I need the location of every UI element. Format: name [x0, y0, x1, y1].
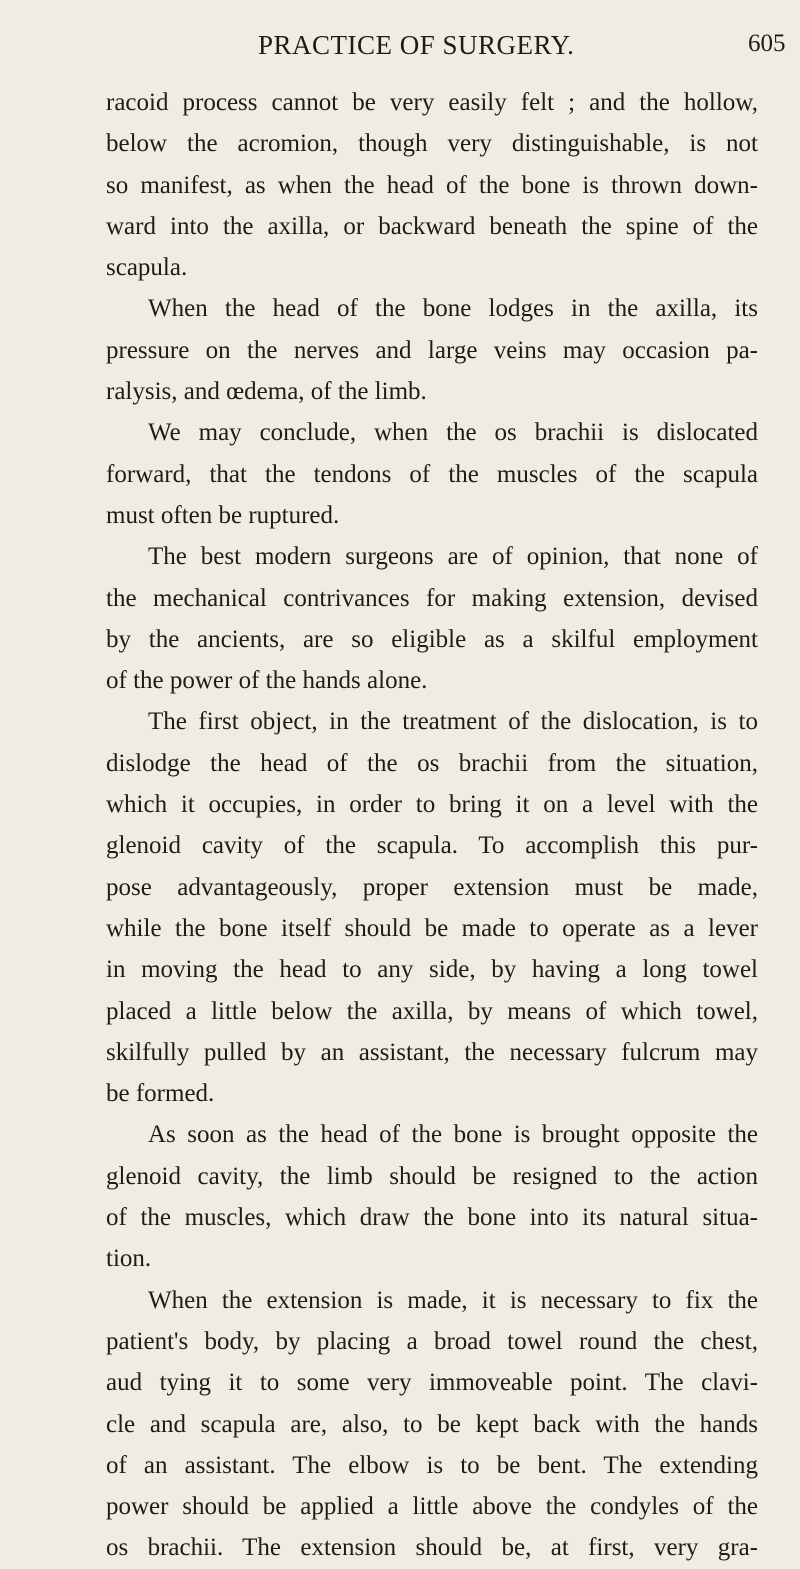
text-line: while the bone itself should be made to operate as a lever [106, 914, 758, 942]
paragraph [106, 701, 758, 1114]
text-line: so manifest, as when the head of the bone is thrown down- [106, 171, 758, 199]
text-line: cle and scapula are, also, to be kept back with the hands [106, 1410, 758, 1438]
paragraph [106, 1114, 758, 1279]
text-line: aud tying it to some very immoveable point. The clavi- [106, 1369, 758, 1397]
paragraph [106, 288, 758, 412]
text-line: of the muscles, which draw the bone into its natural situa- [106, 1204, 758, 1232]
text-line: of an assistant. The elbow is to be bent. The extending [106, 1451, 758, 1479]
paragraph [106, 536, 758, 701]
text-line: ralysis, and œdema, of the limb. [106, 378, 427, 406]
text-line: pressure on the nerves and large veins may occasion pa- [106, 336, 758, 364]
running-head [0, 30, 800, 70]
paragraph [106, 82, 758, 288]
text-line: tion. [106, 1245, 152, 1273]
page-number: 605 [748, 30, 786, 57]
text-line: power should be applied a little above the condyles of the [106, 1493, 758, 1521]
text-line: forward, that the tendons of the muscles of the scapula [106, 460, 758, 488]
text-line: glenoid cavity of the scapula. To accomplish this pur- [106, 832, 758, 860]
text-line: in moving the head to any side, by having a long towel [106, 956, 758, 984]
text-line: of the power of the hands alone. [106, 667, 428, 695]
text-line: skilfully pulled by an assistant, the necessary fulcrum may [106, 1038, 758, 1066]
text-line: which it occupies, in order to bring it on a level with the [106, 791, 758, 819]
text-line: by the ancients, are so eligible as a skilful employment [106, 625, 758, 653]
text-line: We may conclude, when the os brachii is dislocated [148, 419, 758, 447]
text-line: The first object, in the treatment of the dislocation, is to [148, 708, 758, 736]
text-line: scapula. [106, 254, 188, 282]
text-line: patient's body, by placing a broad towel round the chest, [106, 1327, 758, 1355]
text-line: the mechanical contrivances for making extension, devised [106, 584, 758, 612]
text-line: below the acromion, though very distinguishable, is not [106, 130, 758, 158]
running-title: PRACTICE OF SURGERY. [258, 30, 575, 60]
text-line: placed a little below the axilla, by means of which towel, [106, 997, 758, 1025]
text-line: The best modern surgeons are of opinion, that none of [148, 543, 758, 571]
text-line: glenoid cavity, the limb should be resigned to the action [106, 1162, 758, 1190]
text-line: be formed. [106, 1080, 215, 1108]
paragraph [106, 412, 758, 536]
text-line: pose advantageously, proper extension must be made, [106, 873, 758, 901]
text-line: When the extension is made, it is necessary to fix the [148, 1286, 758, 1314]
text-line: ward into the axilla, or backward beneath the spine of the [106, 212, 758, 240]
text-line: must often be ruptured. [106, 501, 340, 529]
text-line: racoid process cannot be very easily felt ; and the hollow, [106, 89, 758, 116]
text-line: os brachii. The extension should be, at first, very gra- [106, 1534, 758, 1562]
text-line: As soon as the head of the bone is brought opposite the [148, 1121, 758, 1149]
text-line: When the head of the bone lodges in the axilla, its [148, 295, 758, 323]
body-text [106, 82, 758, 1569]
text-line: dislodge the head of the os brachii from the situation, [106, 749, 758, 777]
paragraph [106, 1280, 758, 1569]
